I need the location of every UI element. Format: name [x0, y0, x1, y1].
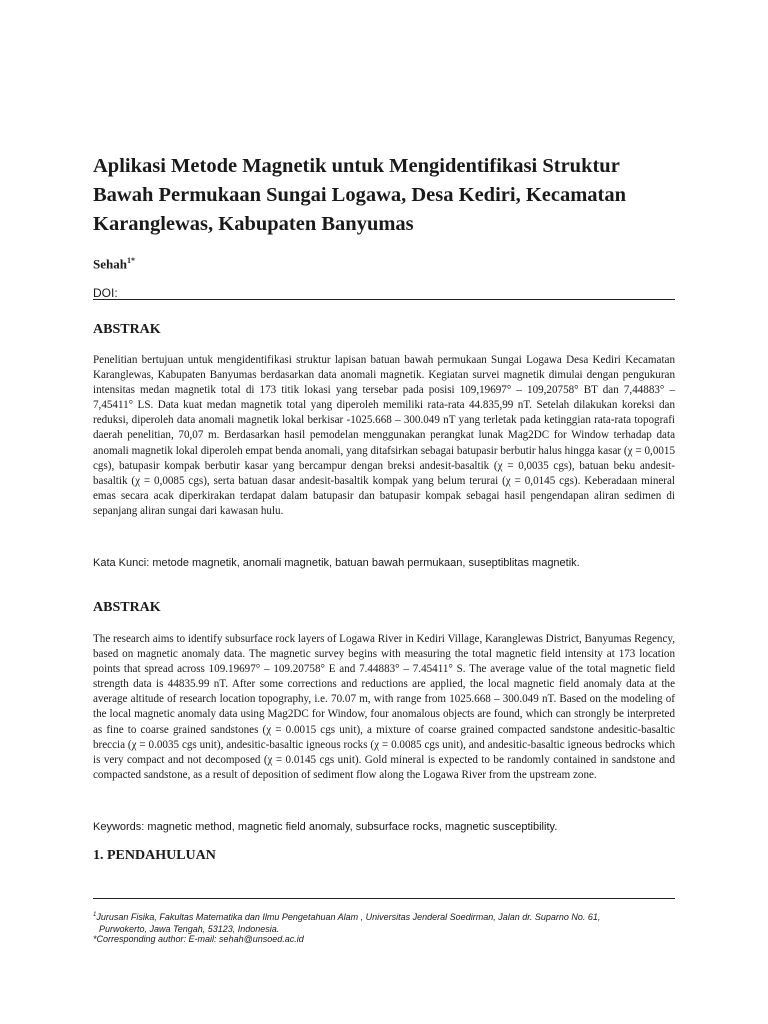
footnote-affiliation-line-1: Jurusan Fisika, Fakultas Matematika dan Ilmu Pengetahuan Alam , Universitas Jenderal Soedirman, Jalan dr. Suparno No. 61, [96, 912, 601, 922]
abstract-id-text: Penelitian bertujuan untuk mengidentifikasi struktur lapisan batuan bawah permukaan Sungai Logawa Desa Kediri Kecamatan Karanglewas, Kabupaten Banyumas berdasarkan data anomali magnetik. Kegiatan survei magnetik dimulai dengan pengukuran intensitas medan magnetik total di 173 titik lokasi yang tersebar pada posisi 109,19697° – 109,20758° BT dan 7,44883° – 7,45411° LS. Data kuat medan magnetik total yang diperoleh memiliki rata-rata 44.835,99 nT. Setelah dilakukan koreksi dan reduksi, diperoleh data anomali magnetik lokal berkisar -1025.668 – 300.049 nT yang terletak pada ketinggian rata-rata topografi daerah penelitian, 70,07 m. Berdasarkan hasil pemodelan menggunakan perangkat lunak Mag2DC for Window terhadap data anomali magnetik lokal diperoleh empat benda anomali, yang ditafsirkan sebagai batupasir berbutir halus hingga kasar (χ = 0,0015 cgs), batupasir kompak berbutir kasar yang bercampur dengan breksi andesit-basaltik (χ = 0,0035 cgs), batuan beku andesit-basaltik (χ = 0,0085 cgs), serta batuan dasar andesit-basaltik kompak yang belum terurai (χ = 0,0145 cgs). Keberadaan mineral emas secara acak diperkirakan terdapat dalam batupasir dan batupasir kompak sebagai hasil pengendapan aliran sedimen di sepanjang aliran sungai dari kawasan hulu. [93, 354, 675, 517]
author [93, 256, 135, 272]
paper-title: Aplikasi Metode Magnetik untuk Mengidentifikasi Struktur Bawah Permukaan Sungai Logawa, Desa Kediri, Kecamatan Karanglewas, Kabupaten Banyumas [93, 155, 627, 235]
author-mark: 1* [126, 256, 135, 265]
keywords-en: Keywords: magnetic method, magnetic field anomaly, subsurface rocks, magnetic susceptibility. [93, 821, 558, 833]
section-1-heading: 1. PENDAHULUAN [93, 848, 216, 863]
doi-row [93, 284, 675, 302]
footnote-mark: 1 [93, 912, 97, 918]
footnote-affiliation [93, 909, 683, 935]
footnote-affiliation-line-2: Purwokerto, Jawa Tengah, 53123, Indonesia. [99, 924, 280, 934]
doi-label: DOI: [93, 286, 118, 300]
footnote-rule [93, 898, 675, 899]
footnote-corresponding: *Corresponding author: E-mail: sehah@unsoed.ac.id [93, 934, 304, 944]
doi-rule [93, 299, 675, 300]
abstract-en-heading: ABSTRAK [93, 600, 161, 615]
abstract-en-text: The research aims to identify subsurface rock layers of Logawa River in Kediri Village, Karanglewas District, Banyumas Regency, based on magnetic anomaly data. The magnetic survey begins with measuring the total magnetic field intensity at 173 location points that spread across 109.19697° – 109.20758° E and 7.44883° – 7.45411° S. The average value of the total magnetic field strength data is 44835.99 nT. After some corrections and reductions are applied, the local magnetic field anomaly data at the average altitude of research location topography, i.e. 70.07 m, with range from 1025.668 – 300.049 nT. Based on the modeling of the local magnetic anomaly data using Mag2DC for Window, four anomalous objects are found, which can strongly be interpreted as fine to coarse grained sandstones (χ = 0.0015 cgs unit), a mixture of coarse grained compacted sandstone andesitic-basaltic breccia (χ = 0.0035 cgs unit), andesitic-basaltic igneous rocks (χ = 0.0085 cgs unit), and andesitic-basaltic igneous bedrocks which is very compact and not decomposed (χ = 0.0145 cgs unit). Gold mineral is expected to be randomly contained in sandstone and compacted sandstone, as a result of deposition of sediment flow along the Logawa River from the upstream zone. [93, 633, 675, 781]
author-name: Sehah [93, 256, 127, 272]
keywords-id: Kata Kunci: metode magnetik, anomali magnetik, batuan bawah permukaan, suseptiblitas magnetik. [93, 557, 580, 569]
abstract-id-heading: ABSTRAK [93, 322, 161, 337]
